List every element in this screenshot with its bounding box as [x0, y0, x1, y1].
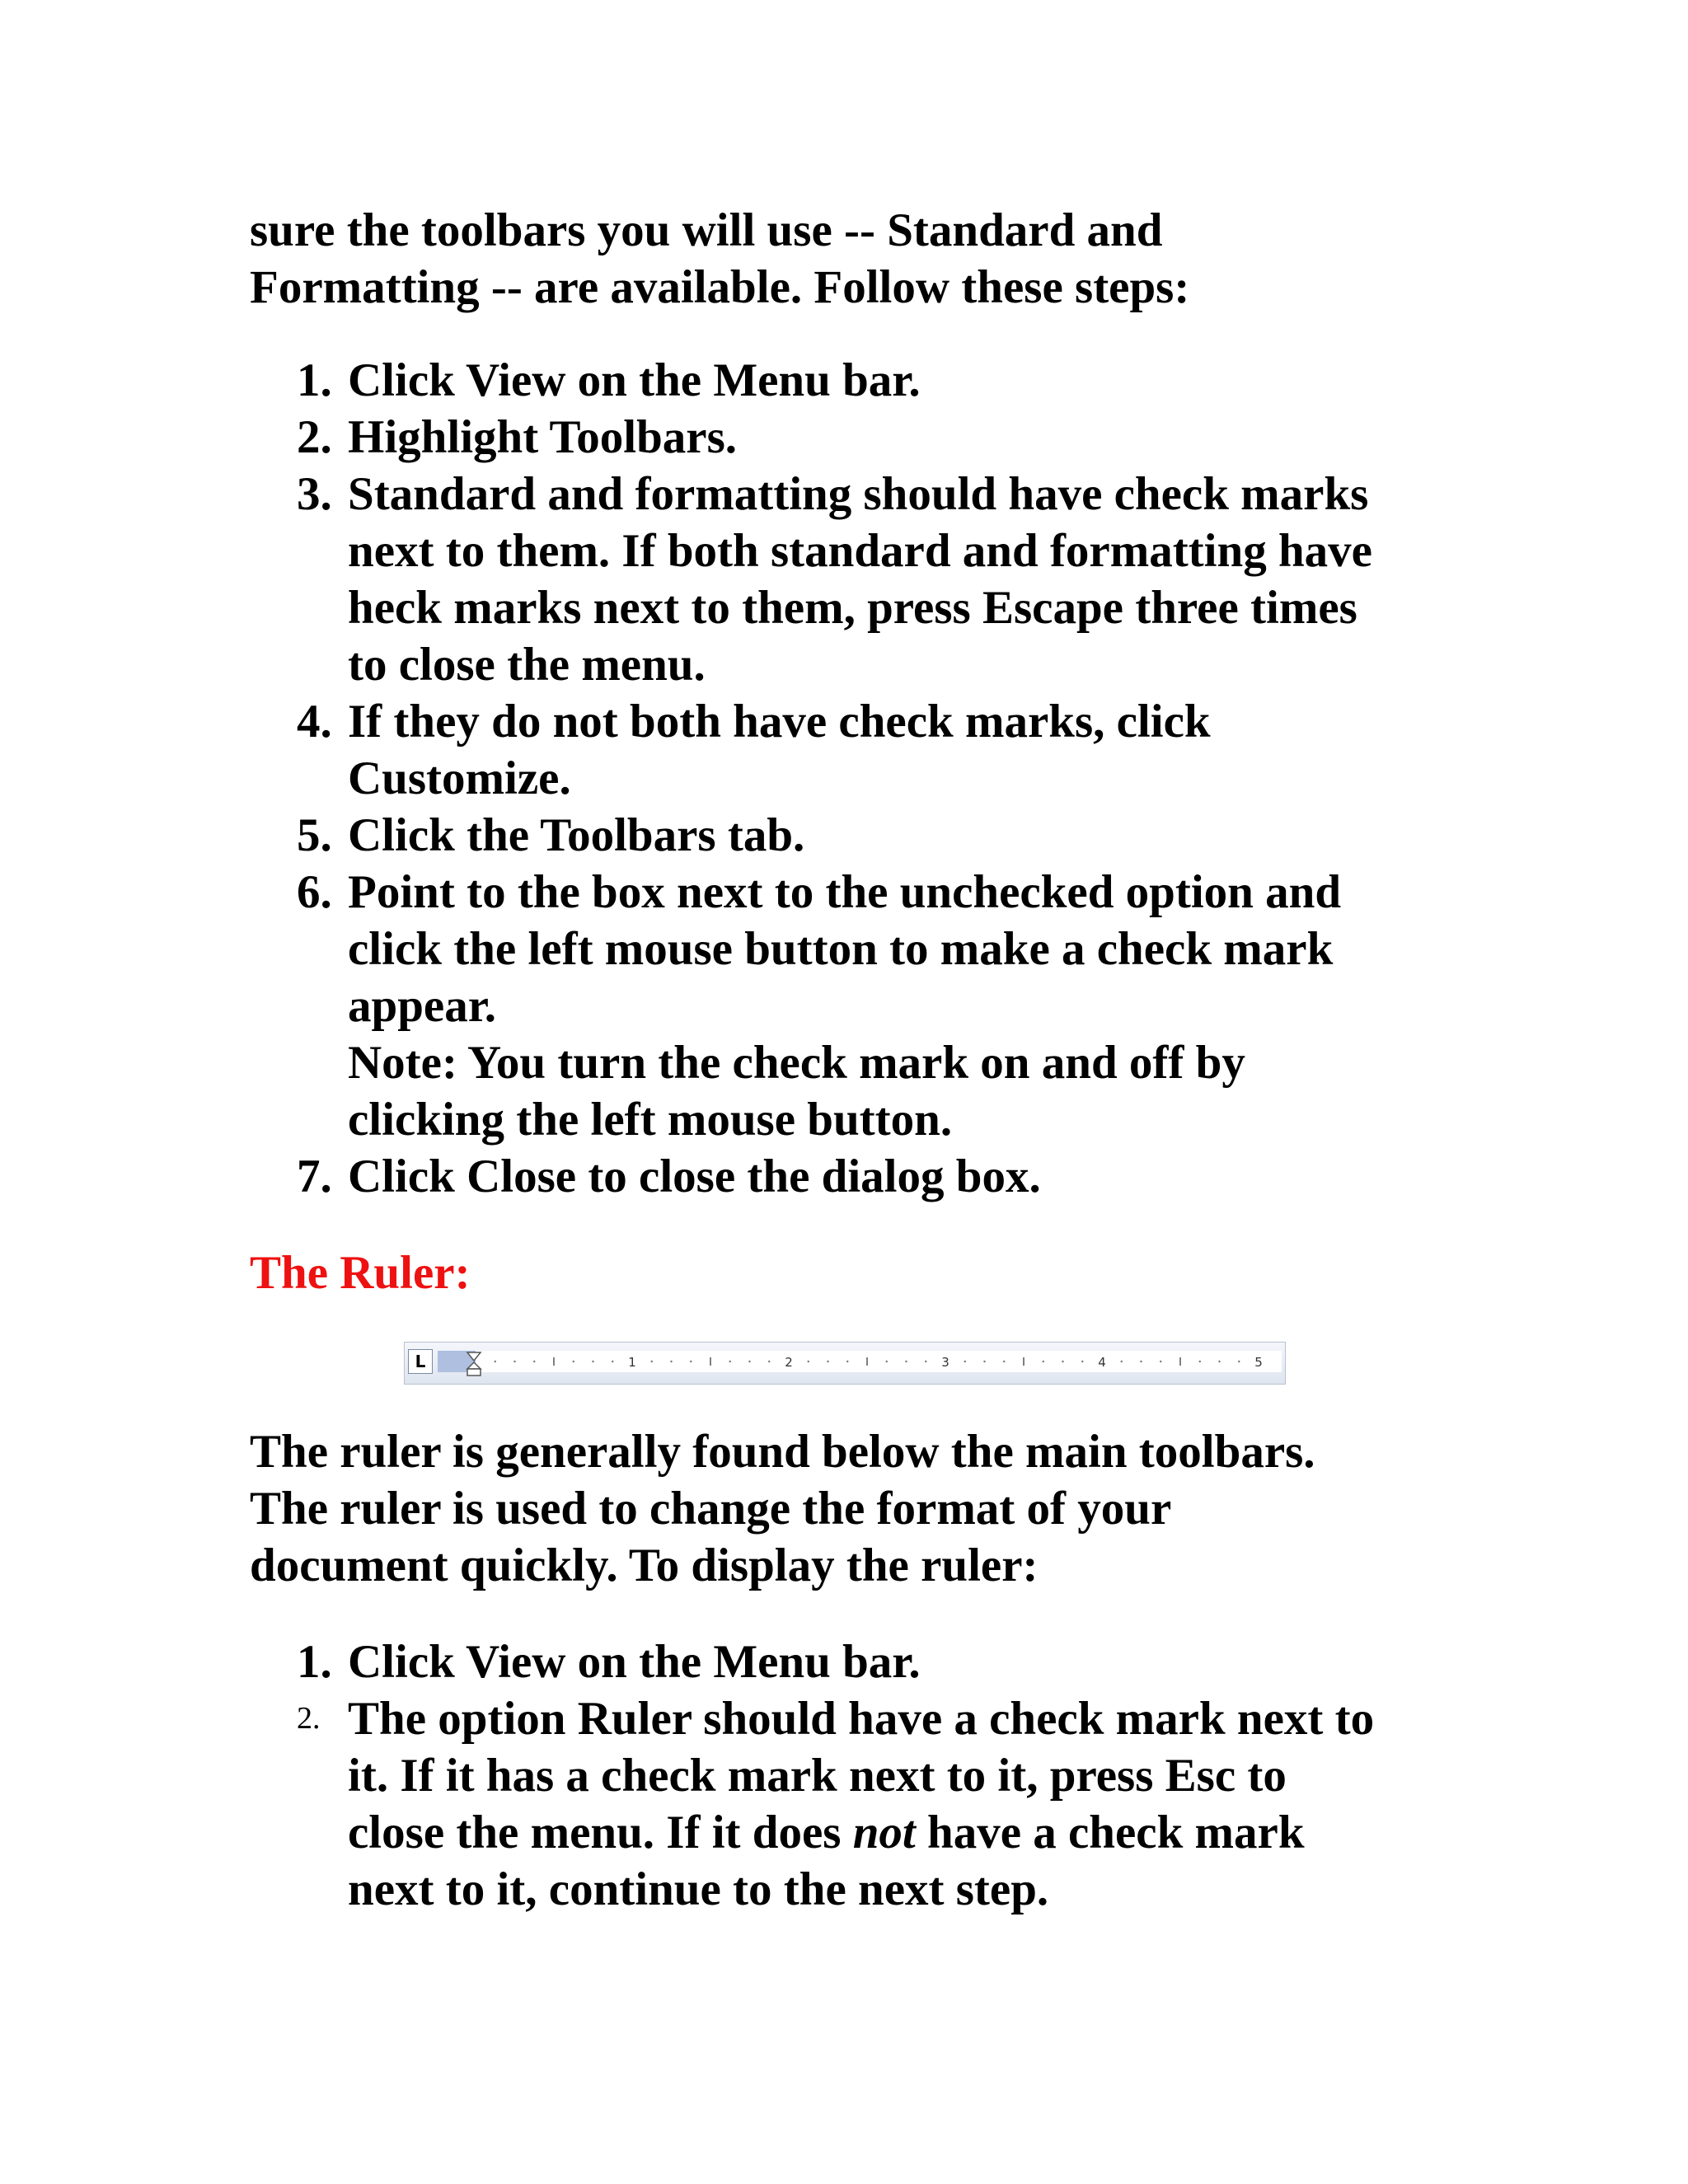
- list-text: Click the Toolbars tab.: [348, 809, 805, 861]
- list-number: 1.: [297, 354, 332, 406]
- list-item: [297, 1690, 1551, 1918]
- list-item: [297, 466, 1551, 693]
- list-text: Click View on the Menu bar.: [348, 1636, 921, 1688]
- ruler-number: 4: [1098, 1355, 1106, 1370]
- list-item: [297, 409, 1551, 466]
- ruler-number: 1: [628, 1355, 636, 1370]
- ruler-dot-tick: [925, 1361, 926, 1362]
- ruler-dot-tick: [886, 1361, 888, 1362]
- ruler-dot-tick: [573, 1361, 574, 1362]
- toolbar-steps-list: [297, 352, 1551, 1205]
- list-number: 4.: [297, 696, 332, 748]
- list-text: Highlight Toolbars.: [348, 411, 738, 463]
- intro-line: Formatting -- are available. Follow these steps:: [250, 261, 1190, 313]
- list-number: 7.: [297, 1151, 332, 1202]
- list-text: close the menu. If it does: [348, 1807, 853, 1858]
- ruler-dot-tick: [846, 1361, 848, 1362]
- list-item: [297, 693, 1551, 807]
- ruler-heading: The Ruler:: [250, 1247, 471, 1299]
- ruler-dot-tick: [748, 1361, 750, 1362]
- ruler-dot-tick: [827, 1361, 828, 1362]
- list-text: Point to the box next to the unchecked option and: [348, 866, 1342, 918]
- ruler-number: 5: [1254, 1355, 1263, 1370]
- ruler-dot-tick: [768, 1361, 770, 1362]
- ruler-dot-tick: [513, 1361, 515, 1362]
- list-number: 5.: [297, 809, 332, 861]
- first-line-indent-icon: [467, 1352, 481, 1361]
- ruler-dot-tick: [670, 1361, 672, 1362]
- ruler-dot-tick: [612, 1361, 613, 1362]
- ruler-dot-tick: [808, 1361, 809, 1362]
- ruler-dot-tick: [690, 1361, 692, 1362]
- ruler-intro-paragraph: [250, 1423, 1486, 1594]
- hanging-indent-icon: [467, 1362, 481, 1369]
- ruler-dot-tick: [495, 1361, 496, 1362]
- ruler-dot-tick: [729, 1361, 731, 1362]
- list-item: [297, 1148, 1551, 1205]
- ruler-dot-tick: [1160, 1361, 1161, 1362]
- ruler-dot-tick: [1003, 1361, 1005, 1362]
- ruler-intro-line: The ruler is used to change the format of your: [250, 1483, 1172, 1535]
- ruler-dot-tick: [983, 1361, 985, 1362]
- ruler-dot-tick: [1043, 1361, 1044, 1362]
- ruler-dot-tick: [1238, 1361, 1240, 1362]
- list-text: Click View on the Menu bar.: [348, 354, 921, 406]
- ruler-intro-line: The ruler is generally found below the main toolbars.: [250, 1426, 1315, 1478]
- ruler-number: 3: [941, 1355, 950, 1370]
- ruler-intro-line: document quickly. To display the ruler:: [250, 1540, 1039, 1591]
- list-item: [297, 1633, 1551, 1690]
- ruler-dot-tick: [651, 1361, 653, 1362]
- emphasis-text: not: [852, 1807, 916, 1858]
- list-item: [297, 352, 1551, 409]
- list-text: next to it, continue to the next step.: [348, 1863, 1049, 1915]
- list-text: appear.: [348, 980, 497, 1032]
- list-number: 3.: [297, 468, 332, 520]
- list-text: Click Close to close the dialog box.: [348, 1151, 1041, 1202]
- ruler-ticks: [405, 1343, 1287, 1385]
- list-text: The option Ruler should have a check mark next to: [348, 1693, 1375, 1745]
- ruler-dot-tick: [1218, 1361, 1220, 1362]
- ruler-dot-tick: [905, 1361, 907, 1362]
- ruler-image: [404, 1342, 1286, 1385]
- ruler-dot-tick: [1062, 1361, 1063, 1362]
- left-indent-icon: [467, 1369, 481, 1376]
- intro-line: sure the toolbars you will use -- Standard and: [250, 204, 1163, 256]
- ruler-dot-tick: [1121, 1361, 1123, 1362]
- list-text: Note: You turn the check mark on and off by: [348, 1037, 1245, 1089]
- list-item: [297, 864, 1551, 1148]
- tab-selector-icon: L: [408, 1349, 433, 1374]
- ruler-steps-list: [297, 1633, 1551, 1918]
- list-text: Customize.: [348, 752, 571, 804]
- list-text: click the left mouse button to make a check mark: [348, 923, 1334, 975]
- list-text: If they do not both have check marks, click: [348, 696, 1211, 748]
- list-item: [297, 807, 1551, 864]
- list-text: have a check mark: [915, 1807, 1305, 1858]
- list-number: 2.: [297, 1701, 321, 1736]
- intro-paragraph: [250, 202, 1486, 316]
- list-number: 2.: [297, 411, 332, 463]
- list-number: 6.: [297, 866, 332, 918]
- ruler-dot-tick: [1081, 1361, 1083, 1362]
- list-text: Standard and formatting should have check marks: [348, 468, 1369, 520]
- list-text: clicking the left mouse button.: [348, 1094, 953, 1146]
- list-number: 1.: [297, 1636, 332, 1688]
- list-text: it. If it has a check mark next to it, press Esc to: [348, 1750, 1287, 1802]
- ruler-dot-tick: [533, 1361, 535, 1362]
- list-text: to close the menu.: [348, 639, 706, 691]
- ruler-dot-tick: [1199, 1361, 1201, 1362]
- list-text: next to them. If both standard and formatting have: [348, 525, 1372, 577]
- ruler-dot-tick: [592, 1361, 593, 1362]
- ruler-dot-tick: [964, 1361, 966, 1362]
- ruler-dot-tick: [1140, 1361, 1142, 1362]
- list-text: heck marks next to them, press Escape three times: [348, 582, 1357, 634]
- ruler-number: 2: [785, 1355, 793, 1370]
